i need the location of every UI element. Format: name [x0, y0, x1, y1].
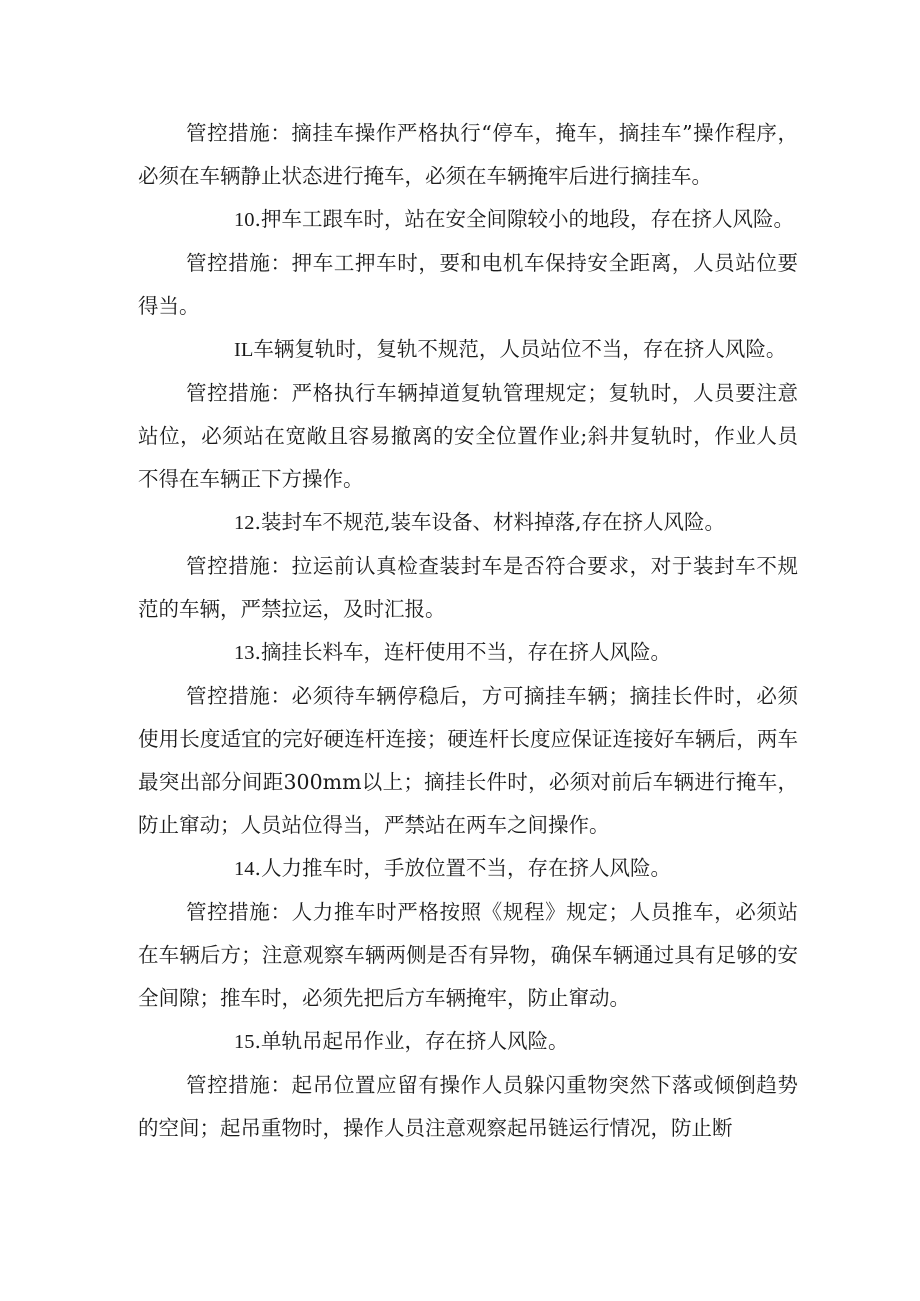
item-text: .押车工跟车时，站在安全间隙较小的地段，存在挤人风险。: [254, 207, 795, 231]
control-measure-paragraph: 管控措施：必须待车辆停稳后，方可摘挂车辆；摘挂长件时，必须使用长度适宜的完好硬连杆连接；硬连杆长度应保证连接好车辆后，两车最突出部分间距300mm以上；摘挂长件时，必须对前后车辆进行掩车，防止窜动；人员站位得当，严禁站在两车之间操作。: [138, 684, 798, 837]
item-text: .装封车不规范,装车设备、材料掉落,存在挤人风险。: [254, 510, 726, 534]
control-measure-paragraph: 管控措施：起吊位置应留有操作人员躲闪重物突然下落或倾倒趋势的空间；起吊重物时，操作人员注意观察起吊链运行情况，防止断: [138, 1073, 798, 1140]
control-measure-paragraph: 管控措施：拉运前认真检查装封车是否符合要求，对于装封车不规范的车辆，严禁拉运，及时汇报。: [138, 554, 798, 621]
risk-item-13: [138, 631, 798, 675]
item-text: .摘挂长料车，连杆使用不当，存在挤人风险。: [254, 640, 672, 664]
item-text: .人力推车时，手放位置不当，存在挤人风险。: [254, 856, 672, 880]
item-number: 12: [234, 512, 255, 534]
control-measure-paragraph: 管控措施：押车工押车时，要和电机车保持安全距离，人员站位要得当。: [138, 251, 798, 318]
control-measure-paragraph: 管控措施：摘挂车操作严格执行“停车，掩车，摘挂车”操作程序，必须在车辆静止状态进行掩车，必须在车辆掩牢后进行摘挂车。: [138, 121, 798, 188]
item-text: 车辆复轨时，复轨不规范，人员站位不当，存在挤人风险。: [253, 337, 787, 361]
item-number: 14: [234, 858, 255, 880]
risk-item-10: [138, 198, 798, 242]
item-number: 10: [234, 209, 255, 231]
item-number: IL: [234, 339, 254, 361]
document-body: [138, 112, 798, 1150]
risk-item-12: [138, 501, 798, 545]
control-measure-paragraph: 管控措施：人力推车时严格按照《规程》规定；人员推车，必须站在车辆后方；注意观察车辆两侧是否有异物，确保车辆通过具有足够的安全间隙；推车时，必须先把后方车辆掩牢，防止窜动。: [138, 900, 798, 1010]
risk-item-15: [138, 1020, 798, 1064]
risk-item-14: [138, 847, 798, 891]
item-number: 13: [234, 642, 255, 664]
control-measure-paragraph: 管控措施：严格执行车辆掉道复轨管理规定；复轨时，人员要注意站位，必须站在宽敞且容易撤离的安全位置作业;斜井复轨时，作业人员不得在车辆正下方操作。: [138, 381, 798, 491]
item-text: .单轨吊起吊作业，存在挤人风险。: [254, 1029, 569, 1053]
risk-item-11: [138, 328, 798, 372]
item-number: 15: [234, 1031, 255, 1053]
